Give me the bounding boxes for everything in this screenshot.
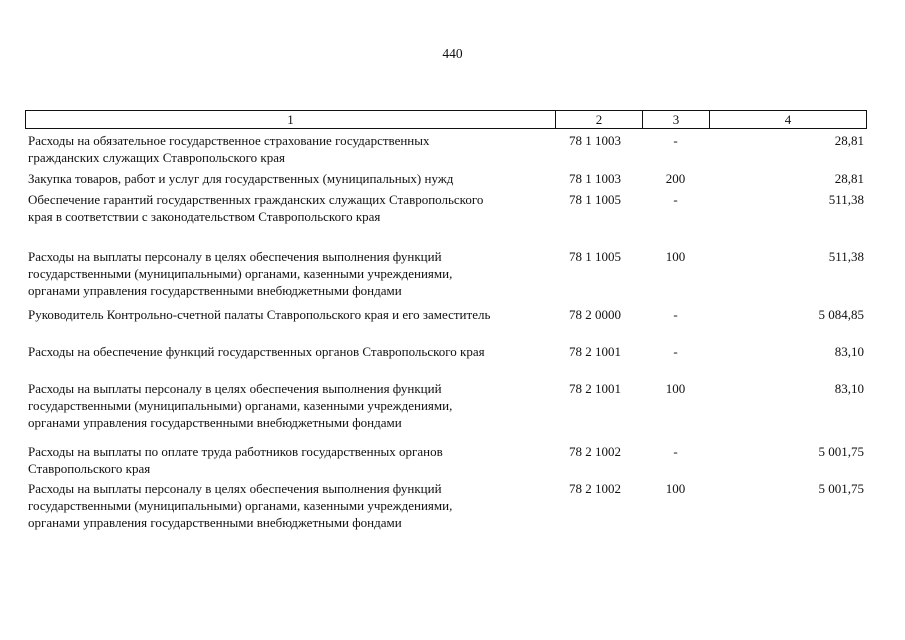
row-name: Обеспечение гарантий государственных гражданских служащих Ставропольского края в соответствии с законодательством Ставропольского края [28,192,484,224]
row-code: 78 2 1002 [569,444,621,459]
row-name: Закупка товаров, работ и услуг для государственных (муниципальных) нужд [28,171,454,186]
row-name: Расходы на выплаты персоналу в целях обеспечения выполнения функций государственными (муниципальными) органами, казенными учреждениями, органами управления государственными внебюджетными фондами [28,381,453,430]
row-type: 200 [665,171,686,186]
header-col-4: 4 [784,112,792,127]
header-col-2: 2 [556,111,643,128]
page-number: 440 [442,46,463,61]
row-name: Расходы на выплаты персоналу в целях обеспечения выполнения функций государственными (муниципальными) органами, казенными учреждениями, органами управления государственными внебюджетными фондами [28,249,453,298]
row-code: 78 2 1001 [569,381,621,396]
row-amount: 5 001,75 [818,444,864,459]
row-code: 78 2 0000 [569,307,621,322]
row-amount: 83,10 [834,344,864,359]
row-type: 100 [665,481,686,496]
row-type: - [673,344,678,359]
row-amount: 28,81 [834,133,864,148]
row-amount: 83,10 [834,381,864,396]
row-code: 78 2 1001 [569,344,621,359]
row-code: 78 2 1002 [569,481,621,496]
table-header [25,110,867,129]
row-name: Руководитель Контрольно-счетной палаты Ставропольского края и его заместитель [28,307,491,322]
row-code: 78 1 1005 [569,192,621,207]
row-name: Расходы на обязательное государственное страхование государственных гражданских служащих Ставропольского края [28,133,430,165]
row-name: Расходы на выплаты по оплате труда работников государственных органов Ставропольского края [28,444,443,476]
row-type: - [673,444,678,459]
row-code: 78 1 1003 [569,133,621,148]
row-amount: 5 001,75 [818,481,864,496]
row-type: - [673,192,678,207]
row-name: Расходы на обеспечение функций государственных органов Ставропольского края [28,344,485,359]
row-type: 100 [665,249,686,264]
header-col-1: 1 [26,111,556,128]
row-code: 78 1 1003 [569,171,621,186]
row-type: - [673,307,678,322]
row-amount: 5 084,85 [818,307,864,322]
row-name: Расходы на выплаты персоналу в целях обеспечения выполнения функций государственными (муниципальными) органами, казенными учреждениями, органами управления государственными внебюджетными фондами [28,481,453,530]
row-type: 100 [665,381,686,396]
header-col-3: 3 [643,111,710,128]
row-amount: 28,81 [834,171,864,186]
row-amount: 511,38 [828,192,864,207]
row-type: - [673,133,678,148]
row-amount: 511,38 [828,249,864,264]
row-code: 78 1 1005 [569,249,621,264]
